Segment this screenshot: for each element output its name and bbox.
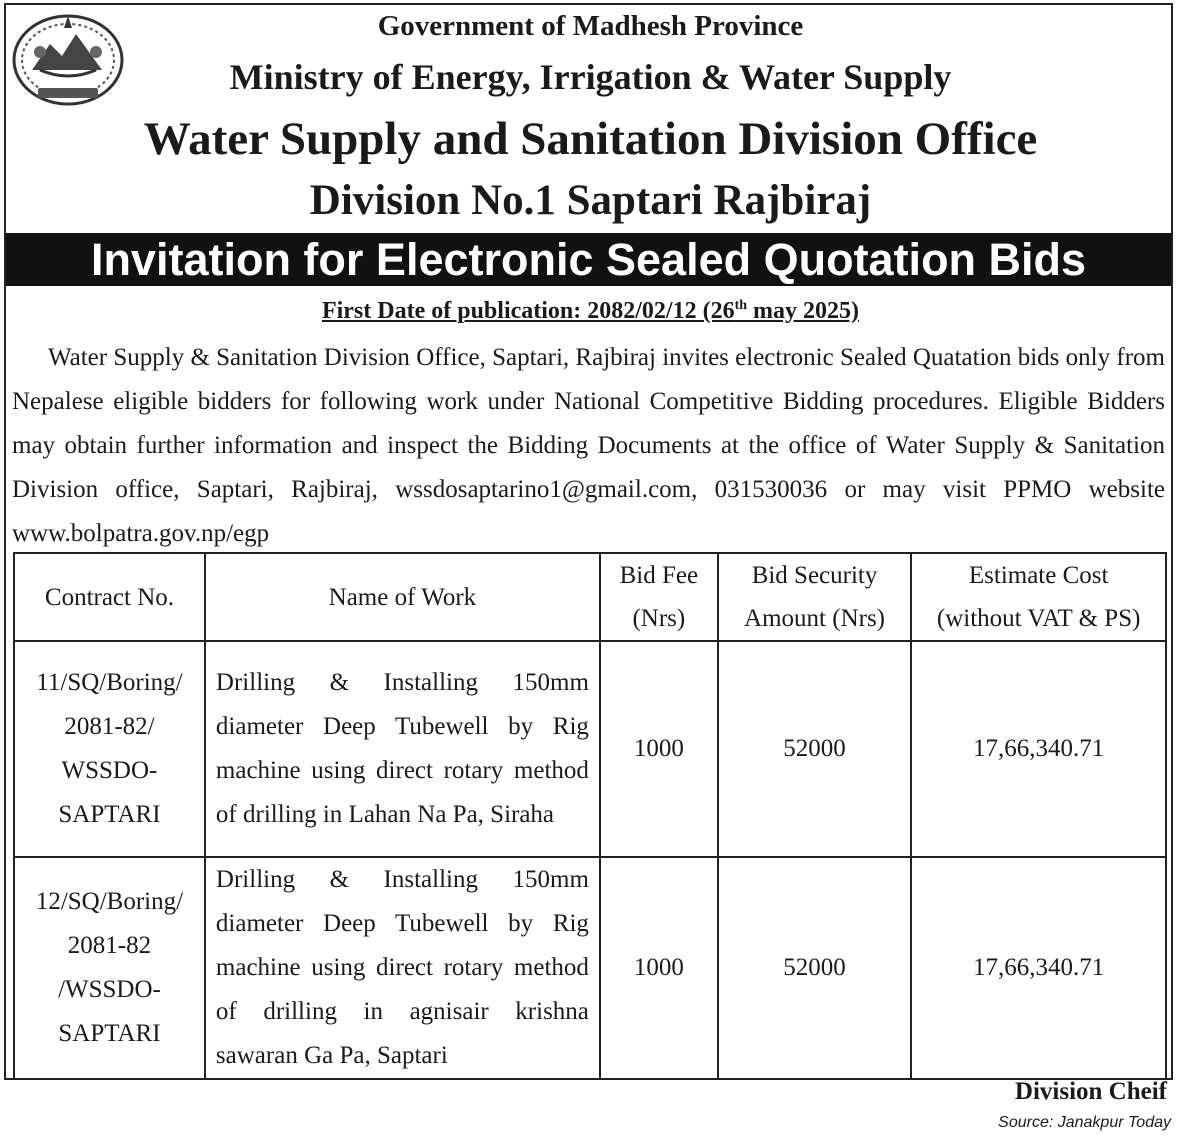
name-of-work-cell: Drilling & Installing 150mm diameter Deep Tubewell by Rig machine using direct rotary method of drilling in Lahan Na Pa, Siraha bbox=[205, 641, 600, 857]
bid-fee-cell: 1000 bbox=[600, 857, 718, 1079]
header-estimate-cost-line1: Estimate Cost bbox=[968, 562, 1109, 589]
header-office: Water Supply and Sanitation Division Office bbox=[143, 113, 1038, 165]
name-of-work-cell: Drilling & Installing 150mm diameter Deep Tubewell by Rig machine using direct rotary method of drilling in agnisair krishna sawaran Ga Pa, Saptari bbox=[205, 857, 600, 1079]
estimate-cost-cell: 17,66,340.71 bbox=[911, 857, 1166, 1079]
publication-date bbox=[0, 298, 1181, 325]
header-estimate-cost bbox=[911, 553, 1166, 641]
publication-date-suffix: may 2025) bbox=[747, 298, 860, 324]
table-row bbox=[14, 857, 1166, 1079]
header-government: Government of Madhesh Province bbox=[377, 10, 804, 42]
estimate-cost-cell: 17,66,340.71 bbox=[911, 641, 1166, 857]
header-bid-security-line2: Amount (Nrs) bbox=[744, 605, 886, 632]
notice-body: Water Supply & Sanitation Division Office, Saptari, Rajbiraj invites electronic Sealed Quatation bids only from Nepalese eligible bidders for following work under National Competitive Bidding procedures. Eligible Bidders may obtain further information and inspect the Bidding Documents at the office of Water Supply & Sanitation Division office, Saptari, Rajbiraj, wssdosaptarino1@gmail.com, 031530036 or may visit PPMO website www.bolpatra.gov.np/egp bbox=[12, 344, 1165, 547]
table-header-row bbox=[14, 553, 1166, 641]
header-bid-fee-line2: (Nrs) bbox=[632, 605, 686, 632]
publication-date-prefix: First Date of publication: 2082/02/12 (26 bbox=[321, 298, 735, 324]
bid-security-cell: 52000 bbox=[718, 641, 912, 857]
header-contract-no: Contract No. bbox=[14, 553, 205, 641]
header-bid-security bbox=[718, 553, 912, 641]
signoff: Division Cheif bbox=[1014, 1078, 1167, 1105]
header-name-of-work: Name of Work bbox=[205, 553, 600, 641]
publication-date-sup: th bbox=[734, 298, 748, 313]
contract-no-cell: 12/SQ/Boring/ 2081-82 /WSSDO- SAPTARI bbox=[14, 857, 205, 1079]
bid-fee-cell: 1000 bbox=[600, 641, 718, 857]
header-division: Division No.1 Saptari Rajbiraj bbox=[309, 177, 872, 224]
bid-security-cell: 52000 bbox=[718, 857, 912, 1079]
header-bid-fee-line1: Bid Fee bbox=[619, 562, 699, 589]
bids-table bbox=[13, 552, 1167, 1080]
header-ministry: Ministry of Energy, Irrigation & Water Supply bbox=[229, 57, 952, 97]
source-credit: Source: Janakpur Today bbox=[998, 1114, 1171, 1131]
contract-no-cell: 11/SQ/Boring/ 2081-82/ WSSDO- SAPTARI bbox=[14, 641, 205, 857]
header-bid-fee bbox=[600, 553, 718, 641]
notice-title-banner: Invitation for Electronic Sealed Quotation Bids bbox=[6, 233, 1171, 286]
header-bid-security-line1: Bid Security bbox=[751, 562, 878, 589]
table-row bbox=[14, 641, 1166, 857]
header-estimate-cost-line2: (without VAT & PS) bbox=[936, 605, 1141, 632]
